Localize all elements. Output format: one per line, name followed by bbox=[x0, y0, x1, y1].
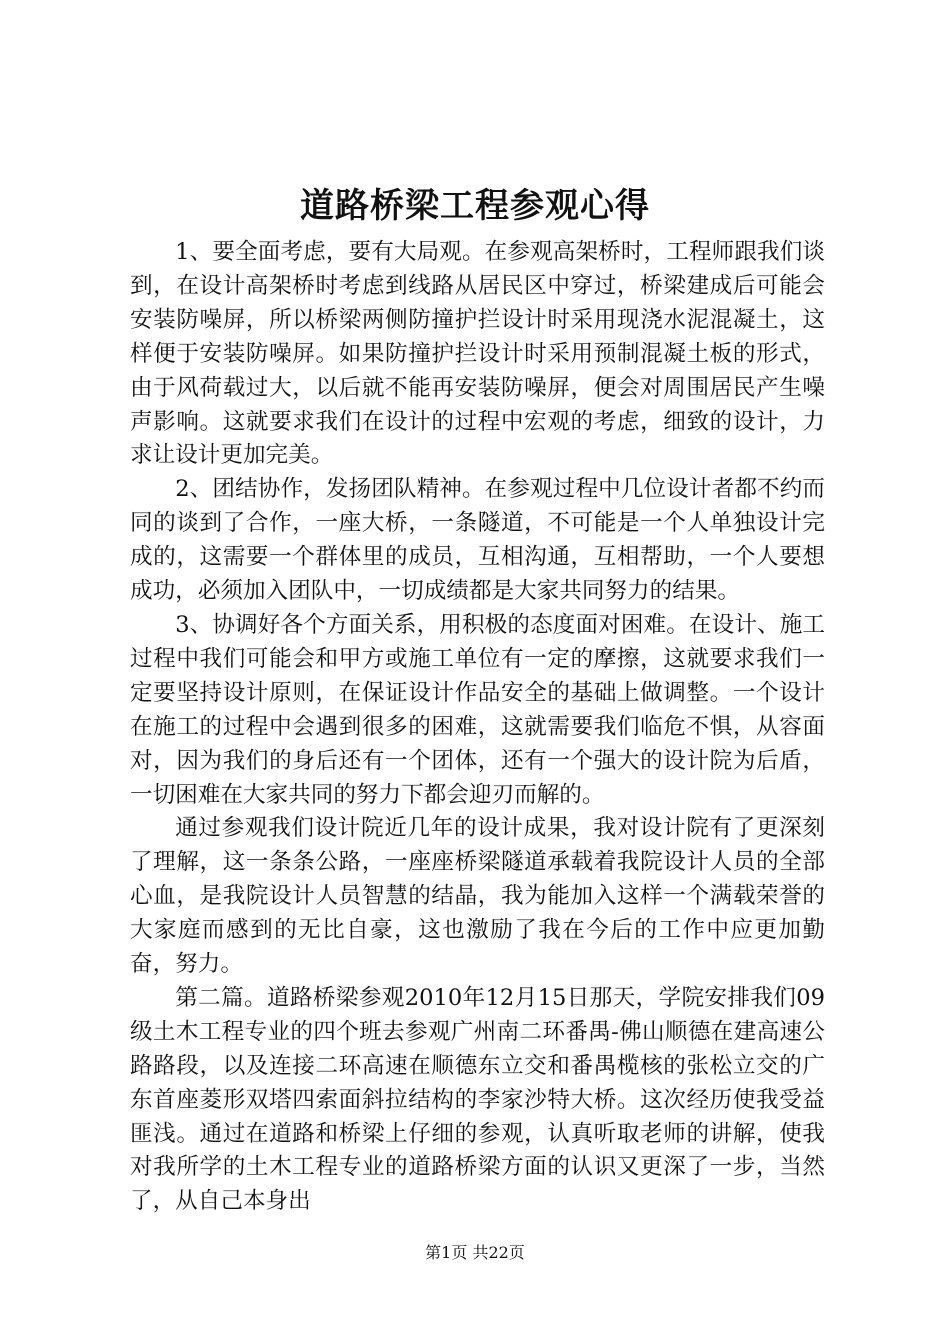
paragraph-3: 3、协调好各个方面关系，用积极的态度面对困难。在设计、施工过程中我们可能会和甲方或施工单位有一定的摩擦，这就要求我们一定要坚持设计原则，在保证设计作品安全的基础上做调整。一个设计在施工的过程中会遇到很多的困难，这就需要我们临危不惧，从容面对，因为我们的身后还有一个团体，还有一个强大的设计院为后盾，一切困难在大家共同的努力下都会迎刃而解的。 bbox=[130, 611, 825, 808]
paragraph-5: 第二篇。道路桥梁参观2010年12月15日那天，学院安排我们09级土木工程专业的四个班去参观广州南二环番禺-佛山顺德在建高速公路路段，以及连接二环高速在顺德东立交和番禺榄核的张松立交的广东首座菱形双塔四索面斜拉结构的李家沙特大桥。这次经历使我受益匪浅。通过在道路和桥梁上仔细的参观，认真听取老师的讲解，使我对我所学的土木工程专业的道路桥梁方面的认识又更深了一步，当然了，从自己本身出 bbox=[130, 984, 825, 1215]
document-title: 道路桥梁工程参观心得 bbox=[300, 186, 650, 226]
page-number-footer: 第1页 共22页 bbox=[425, 1243, 525, 1262]
paragraph-4: 通过参观我们设计院近几年的设计成果，我对设计院有了更深刻了理解，这一条条公路，一座座桥梁隧道承载着我院设计人员的全部心血，是我院设计人员智慧的结晶，我为能加入这样一个满载荣誉的大家庭而感到的无比自豪，这也激励了我在今后的工作中应更加勤奋，努力。 bbox=[130, 815, 825, 978]
document-body bbox=[130, 236, 825, 1219]
paragraph-1: 1、要全面考虑，要有大局观。在参观高架桥时，工程师跟我们谈到，在设计高架桥时考虑到线路从居民区中穿过，桥梁建成后可能会安装防噪屏，所以桥梁两侧防撞护拦设计时采用现浇水泥混凝土，这样便于安装防噪屏。如果防撞护拦设计时采用预制混凝土板的形式，由于风荷载过大，以后就不能再安装防噪屏，便会对周围居民产生噪声影响。这就要求我们在设计的过程中宏观的考虑，细致的设计，力求让设计更加完美。 bbox=[130, 239, 825, 469]
paragraph-2: 2、团结协作，发扬团队精神。在参观过程中几位设计者都不约而同的谈到了合作，一座大桥，一条隧道，不可能是一个人单独设计完成的，这需要一个群体里的成员，互相沟通，互相帮助，一个人要想成功，必须加入团队中，一切成绩都是大家共同努力的结果。 bbox=[130, 476, 825, 605]
